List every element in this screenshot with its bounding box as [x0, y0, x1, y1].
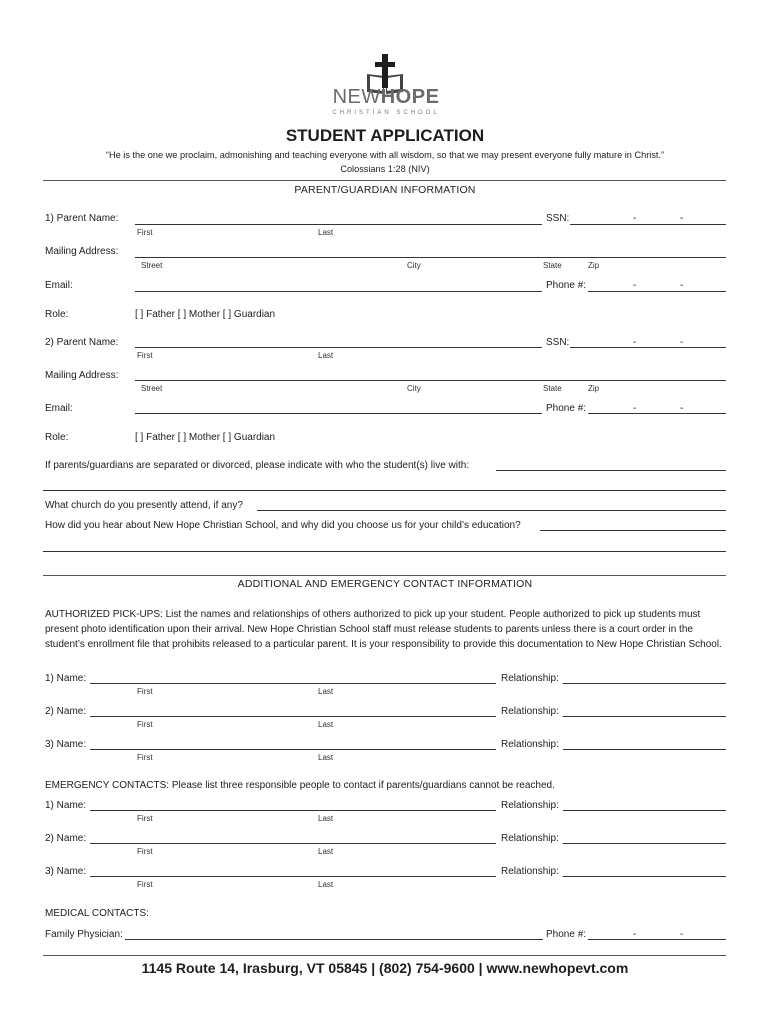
city-caption: City [407, 261, 421, 270]
emergency2-name-field[interactable] [90, 843, 496, 844]
last-caption: Last [318, 351, 334, 360]
emergency1-label: 1) Name: [45, 800, 87, 811]
relationship-label: Relationship: [501, 673, 559, 684]
medical-heading: MEDICAL CONTACTS: [45, 908, 149, 919]
phone-dash: - [633, 929, 637, 940]
physician-phone-field[interactable] [588, 939, 726, 940]
last-caption: Last [318, 880, 334, 889]
pickup1-name-field[interactable] [90, 683, 496, 684]
first-caption: First [137, 228, 153, 237]
parent2-ssn-field[interactable] [570, 347, 726, 348]
page-title: STUDENT APPLICATION [285, 126, 485, 145]
church-question: What church do you presently attend, if any? [45, 500, 243, 511]
first-caption: First [137, 880, 153, 889]
separated-answer-field[interactable] [496, 470, 726, 471]
last-caption: Last [318, 753, 334, 762]
pickup2-name-field[interactable] [90, 716, 496, 717]
footer-contact: 1145 Route 14, Irasburg, VT 05845 | (802) 754-9600 | www.newhopevt.com [141, 960, 629, 976]
parent1-name-field[interactable] [135, 224, 542, 225]
emergency3-relationship-field[interactable] [563, 876, 726, 877]
parent1-phone-field[interactable] [588, 291, 726, 292]
email-label: Email: [45, 403, 73, 414]
phone-dash: - [633, 280, 637, 291]
parent-section-heading: PARENT/GUARDIAN INFORMATION [294, 184, 476, 196]
last-caption: Last [318, 814, 334, 823]
ssn-label: SSN: [546, 337, 570, 348]
relationship-label: Relationship: [501, 800, 559, 811]
pickup1-relationship-field[interactable] [563, 683, 726, 684]
first-caption: First [137, 847, 153, 856]
ssn-dash: - [633, 337, 637, 348]
parent1-address-field[interactable] [135, 257, 726, 258]
phone-dash: - [633, 403, 637, 414]
hear-question: How did you hear about New Hope Christian School, and why did you choose us for your child’s education? [45, 520, 521, 531]
first-caption: First [137, 351, 153, 360]
separated-question: If parents/guardians are separated or divorced, please indicate with who the student(s) live with: [45, 460, 470, 471]
section-divider [43, 180, 726, 181]
last-caption: Last [318, 228, 334, 237]
relationship-label: Relationship: [501, 739, 559, 750]
emergency2-label: 2) Name: [45, 833, 87, 844]
zip-caption: Zip [588, 384, 600, 393]
physician-name-field[interactable] [125, 939, 543, 940]
email-label: Email: [45, 280, 73, 291]
phone-label: Phone #: [546, 929, 587, 940]
parent2-name-field[interactable] [135, 347, 542, 348]
additional-section-heading: ADDITIONAL AND EMERGENCY CONTACT INFORMATION [237, 578, 533, 590]
role-label: Role: [45, 309, 69, 320]
emergency1-name-field[interactable] [90, 810, 496, 811]
emergency3-name-field[interactable] [90, 876, 496, 877]
verse-reference: Colossians 1:28 (NIV) [340, 164, 430, 174]
last-caption: Last [318, 720, 334, 729]
church-answer-field[interactable] [257, 510, 726, 511]
first-caption: First [137, 687, 153, 696]
pickups-instructions: AUTHORIZED PICK-UPS: List the names and relationships of others authorized to pick up your student. People authorized to pick up students must present photo identification upon their arrival. New Hope Christian School staff must release students to parents unless there is a court order in the student’s enrollment file that prohibits released to a particular parent. It is your responsibility to provide this documentation to New Hope Christian School. [45, 609, 722, 650]
ssn-label: SSN: [546, 213, 570, 224]
separated-answer-field-2[interactable] [43, 490, 726, 491]
phone-dash: - [680, 929, 684, 940]
mailing-address-label: Mailing Address: [45, 370, 119, 381]
role-label: Role: [45, 432, 69, 443]
relationship-label: Relationship: [501, 706, 559, 717]
logo-name-bold: HOPE [380, 86, 440, 108]
street-caption: Street [141, 384, 163, 393]
logo [320, 52, 450, 124]
parent1-role-options[interactable]: [ ] Father [ ] Mother [ ] Guardian [135, 309, 276, 320]
last-caption: Last [318, 687, 334, 696]
parent2-label: 2) Parent Name: [45, 337, 119, 348]
parent2-address-field[interactable] [135, 380, 726, 381]
ssn-dash: - [680, 213, 684, 224]
footer-divider [43, 955, 726, 956]
parent2-role-options[interactable]: [ ] Father [ ] Mother [ ] Guardian [135, 432, 276, 443]
hear-answer-field-2[interactable] [43, 551, 726, 552]
pickup3-name-field[interactable] [90, 749, 496, 750]
pickup2-relationship-field[interactable] [563, 716, 726, 717]
first-caption: First [137, 814, 153, 823]
first-caption: First [137, 720, 153, 729]
mailing-address-label: Mailing Address: [45, 246, 119, 257]
parent1-ssn-field[interactable] [570, 224, 726, 225]
ssn-dash: - [633, 213, 637, 224]
zip-caption: Zip [588, 261, 600, 270]
phone-dash: - [680, 280, 684, 291]
phone-dash: - [680, 403, 684, 414]
emergency1-relationship-field[interactable] [563, 810, 726, 811]
relationship-label: Relationship: [501, 833, 559, 844]
emergency3-label: 3) Name: [45, 866, 87, 877]
pickup3-label: 3) Name: [45, 739, 87, 750]
pickup2-label: 2) Name: [45, 706, 87, 717]
parent1-email-field[interactable] [135, 291, 542, 292]
physician-label: Family Physician: [45, 929, 123, 940]
state-caption: State [543, 261, 562, 270]
verse-text: “He is the one we proclaim, admonishing and teaching everyone with all wisdom, so that we may present everyone fully mature in Christ.” [105, 150, 665, 160]
last-caption: Last [318, 847, 334, 856]
section-divider [43, 575, 726, 576]
phone-label: Phone #: [546, 280, 587, 291]
phone-label: Phone #: [546, 403, 587, 414]
parent2-email-field[interactable] [135, 413, 542, 414]
first-caption: First [137, 753, 153, 762]
logo-name-light: NEW [332, 86, 381, 108]
hear-answer-field[interactable] [540, 530, 726, 531]
parent1-label: 1) Parent Name: [45, 213, 119, 224]
pickup1-label: 1) Name: [45, 673, 87, 684]
emergency2-relationship-field[interactable] [563, 843, 726, 844]
city-caption: City [407, 384, 421, 393]
emergency-instructions: EMERGENCY CONTACTS: Please list three responsible people to contact if parents/guardians cannot be reached. [45, 780, 555, 791]
street-caption: Street [141, 261, 163, 270]
parent2-phone-field[interactable] [588, 413, 726, 414]
state-caption: State [543, 384, 562, 393]
pickup3-relationship-field[interactable] [563, 749, 726, 750]
logo-subtitle: CHRISTIAN SCHOOL [332, 110, 440, 116]
relationship-label: Relationship: [501, 866, 559, 877]
ssn-dash: - [680, 337, 684, 348]
